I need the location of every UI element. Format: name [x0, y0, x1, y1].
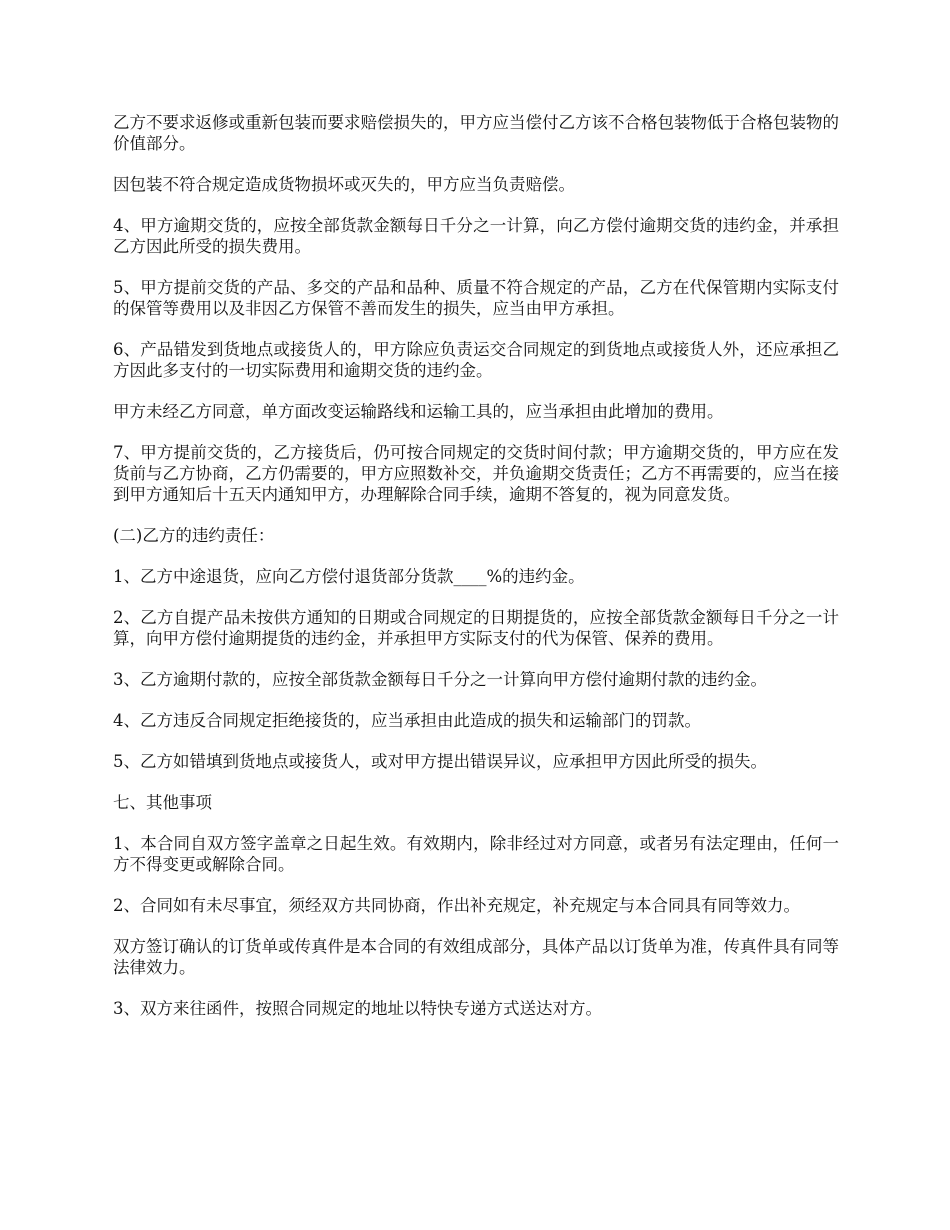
paragraph-18: 3、双方来往函件，按照合同规定的地址以特快专递方式送达对方。 — [113, 999, 602, 1018]
section-heading-other-matters: 七、其他事项 — [113, 793, 212, 812]
paragraph-15: 1、本合同自双方签字盖章之日起生效。有效期内，除非经过对方同意，或者另有法定理由，任何一方不得变更或解除合同。 — [113, 834, 839, 874]
paragraph-1: 乙方不要求返修或重新包装而要求赔偿损失的，甲方应当偿付乙方该不合格包装物低于合格包装物的价值部分。 — [113, 113, 839, 153]
paragraph-12: 4、乙方违反合同规定拒绝接货的，应当承担由此造成的损失和运输部门的罚款。 — [113, 711, 701, 730]
paragraph-7: 7、甲方提前交货的，乙方接货后，仍可按合同规定的交货时间付款；甲方逾期交货的，甲方应在发货前与乙方协商，乙方仍需要的，甲方应照数补交，并负逾期交货责任；乙方不再需要的，应当在接到甲方通知后十五天内通知甲方，办理解除合同手续，逾期不答复的，视为同意发货。 — [113, 443, 839, 504]
paragraph-11: 3、乙方逾期付款的，应按全部货款金额每日千分之一计算向甲方偿付逾期付款的违约金。 — [113, 670, 767, 689]
paragraph-9: 1、乙方中途退货，应向乙方偿付退货部分货款____%的违约金。 — [113, 567, 585, 586]
paragraph-10: 2、乙方自提产品未按供方通知的日期或合同规定的日期提货的，应按全部货款金额每日千分之一计算，向甲方偿付逾期提货的违约金，并承担甲方实际支付的代为保管、保养的费用。 — [113, 608, 839, 648]
paragraph-5: 6、产品错发到货地点或接货人的，甲方除应负责运交合同规定的到货地点或接货人外，还应承担乙方因此多支付的一切实际费用和逾期交货的违约金。 — [113, 340, 839, 380]
paragraph-2: 因包装不符合规定造成货物损坏或灭失的，甲方应当负责赔偿。 — [113, 175, 575, 194]
paragraph-13: 5、乙方如错填到货地点或接货人，或对甲方提出错误异议，应承担甲方因此所受的损失。 — [113, 752, 767, 771]
paragraph-4: 5、甲方提前交货的产品、多交的产品和品种、质量不符合规定的产品，乙方在代保管期内实际支付的保管等费用以及非因乙方保管不善而发生的损失，应当由甲方承担。 — [113, 278, 839, 318]
section-heading-party-b-liability: (二)乙方的违约责任： — [113, 526, 275, 545]
paragraph-17: 双方签订确认的订货单或传真件是本合同的有效组成部分，具体产品以订货单为准，传真件具有同等法律效力。 — [113, 937, 839, 977]
paragraph-16: 2、合同如有未尽事宜，须经双方共同协商，作出补充规定，补充规定与本合同具有同等效力。 — [113, 896, 800, 915]
paragraph-6: 甲方未经乙方同意，单方面改变运输路线和运输工具的，应当承担由此增加的费用。 — [113, 402, 724, 421]
document-body — [113, 112, 839, 1039]
paragraph-3: 4、甲方逾期交货的，应按全部货款金额每日千分之一计算，向乙方偿付逾期交货的违约金，并承担乙方因此所受的损失费用。 — [113, 216, 839, 256]
